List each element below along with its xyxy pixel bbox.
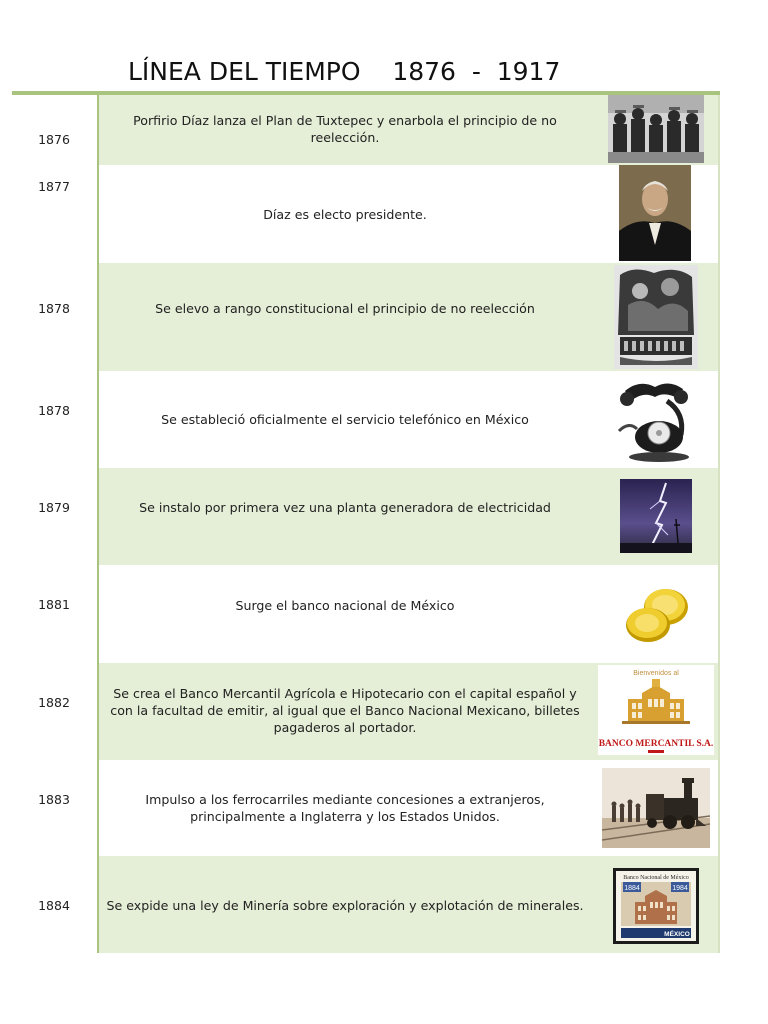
timeline-row xyxy=(0,95,720,165)
row-event: Se instalo por primera vez una planta generadora de electricidad xyxy=(139,500,551,515)
timeline-row xyxy=(0,468,720,565)
timeline-row xyxy=(0,165,720,263)
mural-illustration-image xyxy=(614,265,698,369)
row-year: 1878 xyxy=(38,403,70,418)
row-year: 1883 xyxy=(38,792,70,807)
row-year: 1879 xyxy=(38,500,70,515)
row-event: Se expide una ley de Minería sobre exploración y explotación de minerales. xyxy=(106,898,584,913)
row-year: 1881 xyxy=(38,597,70,612)
row-year: 1876 xyxy=(38,132,70,147)
timeline-row xyxy=(0,263,720,371)
timeline-row xyxy=(0,371,720,468)
timeline-row xyxy=(0,760,720,856)
table-right-border xyxy=(718,95,720,953)
timeline-row xyxy=(0,856,720,953)
row-event: Se estableció oficialmente el servicio telefónico en México xyxy=(161,412,529,427)
row-event: Se elevo a rango constitucional el principio de no reelección xyxy=(155,301,535,316)
row-event: Porfirio Díaz lanza el Plan de Tuxtepec y enarbola el principio de no reelección. xyxy=(133,113,557,145)
bank-stamp-image xyxy=(613,868,699,944)
lightning-storm-image xyxy=(620,479,692,553)
stamp-country-text: MÉXICO xyxy=(664,931,690,938)
timeline-row xyxy=(0,565,720,663)
row-event: Díaz es electo presidente. xyxy=(263,207,427,222)
row-event: Impulso a los ferrocarriles mediante concesiones a extranjeros, principalmente a Inglaterra y los Estados Unidos. xyxy=(145,792,545,824)
logo-name-text: BANCO MERCANTIL S.A. xyxy=(598,739,714,749)
row-year: 1882 xyxy=(38,695,70,710)
gold-coins-image xyxy=(622,583,692,647)
logo-welcome-text: Bienvenidos al xyxy=(633,670,679,677)
crowd-photo-image xyxy=(608,95,704,163)
portrait-diaz-image xyxy=(619,165,691,261)
page-title: LÍNEA DEL TIEMPO 1876 - 1917 xyxy=(128,57,561,86)
timeline-row xyxy=(0,663,720,760)
row-event: Surge el banco nacional de México xyxy=(235,598,455,613)
row-year: 1878 xyxy=(38,301,70,316)
row-year: 1884 xyxy=(38,898,70,913)
stamp-left-year: 1884 xyxy=(624,885,640,892)
banco-mercantil-logo-image xyxy=(598,665,714,755)
row-event: Se crea el Banco Mercantil Agrícola e Hipotecario con el capital español y con la facultad de emitir, al igual que el Banco Nacional Mexicano, billetes pagaderos al portador. xyxy=(110,686,580,735)
stamp-right-year: 1984 xyxy=(672,885,688,892)
stamp-top-text: Banco Nacional de México xyxy=(623,875,689,881)
steam-train-image xyxy=(602,768,710,848)
antique-telephone-image xyxy=(615,377,695,465)
row-year: 1877 xyxy=(38,179,70,194)
